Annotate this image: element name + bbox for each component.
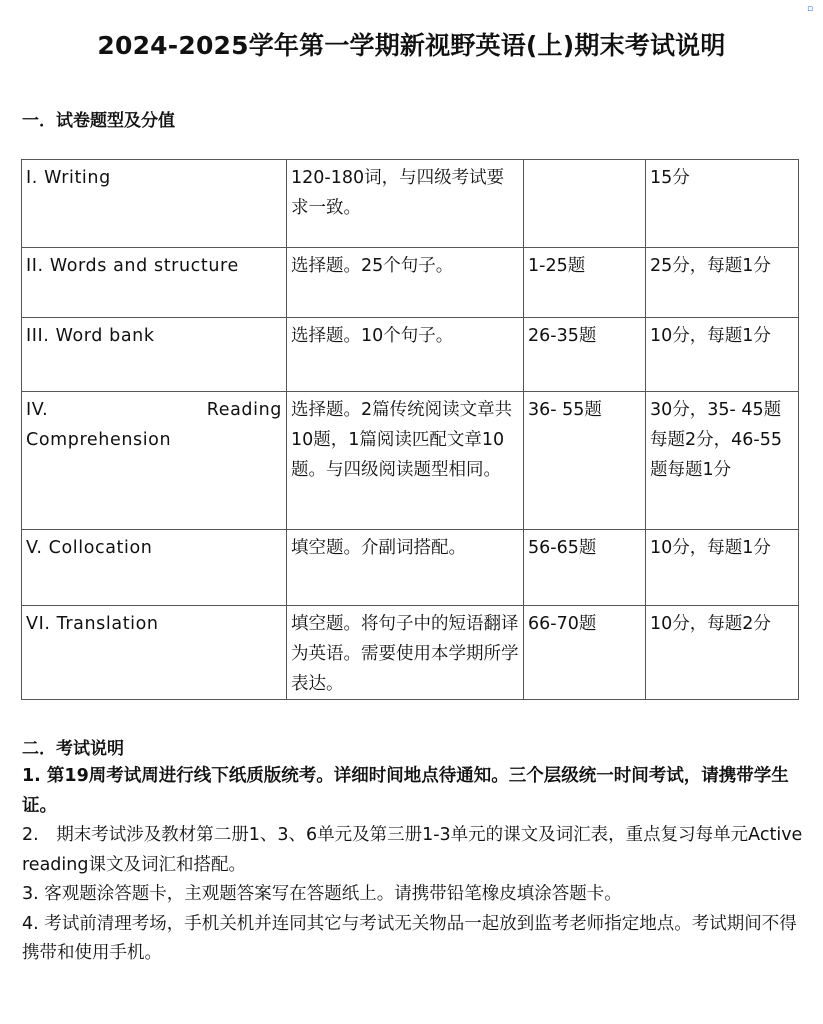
exam-notes-list xyxy=(22,762,812,969)
item-range-cell: 26-35题 xyxy=(524,318,646,392)
table-row xyxy=(22,248,799,318)
description-cell: 120-180词，与四级考试要求一致。 xyxy=(287,160,524,248)
page-corner-icon: ▫ xyxy=(807,4,814,14)
section-heading-exam-notes: 二．考试说明 xyxy=(22,739,124,759)
document-title: 2024-2025学年第一学期新视野英语(上)期末考试说明 xyxy=(97,31,726,60)
note-item: 2. 期末考试涉及教材第二册1、3、6单元及第三册1-3单元的课文及词汇表，重点复习每单元Active reading课文及词汇和搭配。 xyxy=(22,825,803,875)
description-cell: 填空题。将句子中的短语翻译为英语。需要使用本学期所学表达。 xyxy=(287,606,524,700)
question-type-cell: I. Writing xyxy=(22,160,287,248)
description-cell: 选择题。10个句子。 xyxy=(287,318,524,392)
item-range-cell: 56-65题 xyxy=(524,530,646,606)
item-range-cell: 1-25题 xyxy=(524,248,646,318)
question-type-table xyxy=(21,159,799,700)
item-range-cell: 36- 55题 xyxy=(524,392,646,530)
table-row xyxy=(22,530,799,606)
score-cell: 15分 xyxy=(646,160,799,248)
description-cell: 填空题。介副词搭配。 xyxy=(287,530,524,606)
score-cell: 10分，每题1分 xyxy=(646,318,799,392)
score-cell: 10分，每题1分 xyxy=(646,530,799,606)
description-cell: 选择题。2篇传统阅读文章共10题，1篇阅读匹配文章10题。与四级阅读题型相同。 xyxy=(287,392,524,530)
item-range-cell xyxy=(524,160,646,248)
note-item: 3. 客观题涂答题卡，主观题答案写在答题纸上。请携带铅笔橡皮填涂答题卡。 xyxy=(22,884,622,904)
table-row xyxy=(22,160,799,248)
question-type-number: IV. xyxy=(26,400,49,420)
note-item: 4. 考试前清理考场，手机关机并连同其它与考试无关物品一起放到监考老师指定地点。考试期间不得携带和使用手机。 xyxy=(22,913,797,963)
score-cell: 25分，每题1分 xyxy=(646,248,799,318)
question-type-cell: VI. Translation xyxy=(22,606,287,700)
question-type-cell: V. Collocation xyxy=(22,530,287,606)
table-row xyxy=(22,318,799,392)
item-range-cell: 66-70题 xyxy=(524,606,646,700)
description-cell: 选择题。25个句子。 xyxy=(287,248,524,318)
table-row xyxy=(22,392,799,530)
question-type-cell xyxy=(22,392,287,530)
score-cell: 10分，每题2分 xyxy=(646,606,799,700)
question-type-cell: III. Word bank xyxy=(22,318,287,392)
question-type-word: Comprehension xyxy=(26,430,172,450)
table-row xyxy=(22,606,799,700)
note-item: 1. 第19周考试周进行线下纸质版统考。详细时间地点待通知。三个层级统一时间考试，请携带学生证。 xyxy=(22,766,789,816)
question-type-word: Reading xyxy=(206,400,282,420)
question-type-cell: II. Words and structure xyxy=(22,248,287,318)
section-heading-question-types: 一．试卷题型及分值 xyxy=(22,111,175,131)
score-cell: 30分，35- 45题每题2分，46-55题每题1分 xyxy=(646,392,799,530)
